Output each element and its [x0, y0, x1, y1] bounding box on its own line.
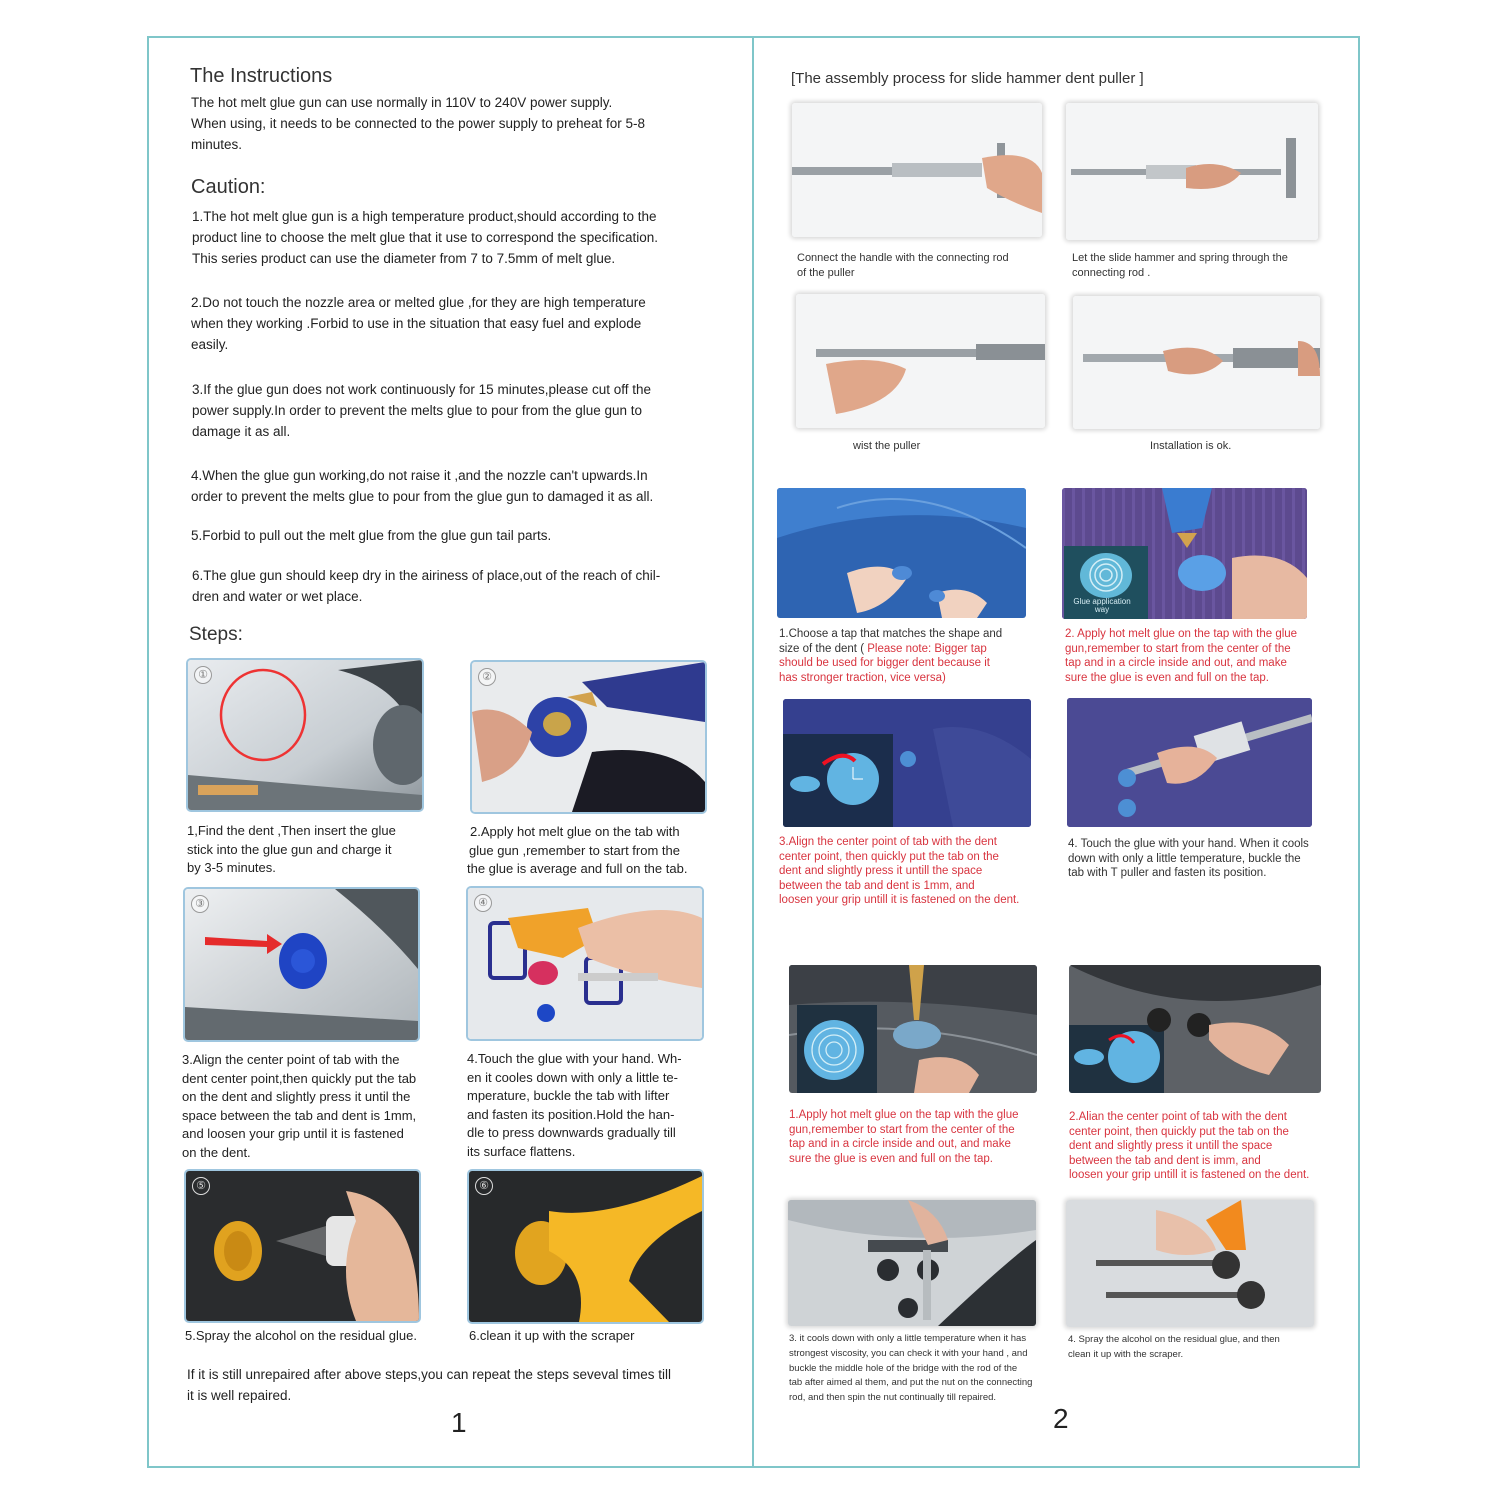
caption-line: down with only a little temperature, buckle the: [1068, 852, 1301, 865]
note-line: If it is still unrepaired after above steps,you can repeat the steps seveval times till: [187, 1367, 671, 1382]
caption-line: tab after aimed al them, and put the nut on the connecting: [789, 1377, 1033, 1389]
caption-line: on the dent.: [182, 1144, 251, 1160]
scraper-photo: [1066, 1200, 1314, 1327]
caution-line: dren and water or wet place.: [192, 589, 363, 604]
caption-line: stick into the glue gun and charge it: [187, 841, 392, 857]
spray-alcohol-caption: [1068, 1333, 1328, 1363]
assembly-caption-3: wist the puller: [853, 440, 921, 452]
align-tab-caption-2: [1069, 1110, 1354, 1183]
caution-line: 6.The glue gun should keep dry in the airiness of place,out of the reach of chil-: [192, 568, 661, 583]
caption-line: loosen your grip untill it is fastened on the dent.: [1069, 1169, 1310, 1181]
instructions-title: The Instructions: [190, 65, 333, 87]
caption-fragment: size of the dent (: [779, 642, 868, 655]
caption-line: 5.Spray the alcohol on the residual glue.: [185, 1328, 417, 1343]
instructions-line: The hot melt glue gun can use normally in 110V to 240V power supply.: [191, 95, 613, 110]
step-5-caption: [185, 1327, 465, 1346]
caption-line: 3.Align the center point of tab with the dent: [779, 836, 998, 848]
caption-line: 2.Apply hot melt glue on the tab with: [470, 824, 680, 839]
caption-line: buckle the middle hole of the bridge with the rod of the: [789, 1362, 1018, 1374]
caption-line: clean it up with the scraper.: [1068, 1348, 1184, 1360]
caption-fragment-red: Please note: Bigger tap: [867, 642, 987, 655]
caption-line-mixed: [779, 642, 1054, 657]
apply-glue-caption-2: [789, 1108, 1069, 1166]
glue-application-label: [1067, 598, 1137, 614]
caution-item: [191, 292, 736, 355]
caution-line: damage it as all.: [192, 424, 291, 439]
caption-line: rod, and then spin the nut continually till repaired.: [789, 1392, 997, 1404]
caption-line: 2.Alian the center point of tab with the dent: [1069, 1111, 1288, 1123]
step-2-caption: [467, 823, 717, 879]
caption-line: tab with T puller and fasten its position.: [1068, 867, 1267, 879]
step-number-badge: ①: [194, 666, 212, 684]
assembly-caption-4: Installation is ok.: [1150, 440, 1232, 452]
caption-line: 1.Choose a tap that matches the shape and: [779, 628, 1003, 640]
repeat-note: [187, 1364, 747, 1406]
caution-item: [192, 565, 737, 607]
caution-item: [191, 525, 736, 546]
caption-line: connecting rod .: [1072, 266, 1151, 279]
caption-line: gun,remember to start from the center of the: [1065, 642, 1291, 655]
align-tab-photo-2: [1069, 965, 1321, 1093]
page-number: 2: [1053, 1403, 1069, 1434]
assembly-caption-1: [797, 251, 1047, 280]
caption-line: of the puller: [797, 266, 855, 279]
apply-glue-photo-2: [789, 965, 1037, 1093]
caution-line: easily.: [191, 337, 229, 352]
step-4-caption: [467, 1050, 717, 1161]
page-divider: [752, 36, 754, 1468]
caution-item: [191, 465, 736, 507]
caption-line: the glue is average and full on the tab.: [467, 861, 688, 876]
glue-gun-photo: [1062, 488, 1307, 619]
label-line: Glue application: [1073, 597, 1131, 606]
caution-item: [192, 206, 737, 269]
step-4-photo: [468, 888, 702, 1039]
caption-line: en it cooles down with only a little te-: [467, 1069, 678, 1085]
caption-line: mperature, buckle the tab with lifter: [467, 1088, 670, 1103]
assembly-photo-3: [796, 294, 1045, 428]
step-6-caption: [469, 1327, 719, 1346]
step-number-badge: ⑤: [192, 1177, 210, 1195]
caption-line: Connect the handle with the connecting rod: [797, 252, 1009, 264]
caution-item: [192, 379, 737, 442]
assembly-title: [The assembly process for slide hammer dent puller ]: [791, 70, 1144, 87]
caption-line: should be used for bigger dent because it: [779, 657, 990, 669]
choose-tap-caption: [779, 627, 1054, 685]
caption-line: 4.Touch the glue with your hand. Wh-: [467, 1051, 682, 1066]
caption-line: and loosen your grip until it is fastened: [182, 1126, 404, 1141]
caption-line: glue gun ,remember to start from the: [469, 842, 680, 858]
step-3-caption: [182, 1051, 452, 1162]
caption-line: strongest viscosity, you can check it with your hand , and: [789, 1347, 1028, 1359]
caution-line: when they working .Forbid to use in the situation that easy fuel and explode: [191, 316, 642, 331]
caution-line: 3.If the glue gun does not work continuously for 15 minutes,please cut off the: [192, 382, 652, 397]
caption-line: dent and slightly press it untill the space: [779, 865, 983, 877]
caution-title: Caution:: [191, 176, 266, 198]
caption-line: between the tab and dent is 1mm, and: [779, 879, 975, 892]
page-number: 1: [451, 1407, 467, 1438]
choose-tap-photo: [777, 488, 1026, 618]
caution-line: order to prevent the melts glue to pour from the glue gun to damaged it as all.: [191, 489, 654, 504]
bridge-puller-caption: [789, 1332, 1059, 1406]
assembly-photo-4: [1073, 296, 1320, 429]
caption-line: 4. Spray the alcohol on the residual glue, and then: [1068, 1334, 1280, 1345]
caption-line: center point, then quickly put the tab on the: [1069, 1125, 1289, 1138]
step-number-badge: ②: [478, 668, 496, 686]
caption-line: dent center point,then quickly put the tab: [182, 1070, 417, 1086]
caption-line: Let the slide hammer and spring through the: [1072, 252, 1288, 264]
step-1-photo: [188, 660, 422, 810]
caption-line: loosen your grip untill it is fastened on the dent.: [779, 894, 1020, 906]
caption-line: 6.clean it up with the scraper: [469, 1328, 635, 1343]
caption-line: 2. Apply hot melt glue on the tap with the glue: [1065, 628, 1298, 640]
caution-line: 2.Do not touch the nozzle area or melted glue ,for they are high temperature: [191, 295, 646, 310]
caution-line: 1.The hot melt glue gun is a high temperature product,should according to the: [192, 209, 657, 224]
caption-line: and fasten its position.Hold the han-: [467, 1106, 675, 1122]
bridge-puller-photo: [788, 1200, 1036, 1326]
caption-line: tap and in a circle inside and out, and make: [789, 1138, 1011, 1150]
t-puller-photo: [1067, 698, 1312, 827]
assembly-photo-1: [792, 103, 1042, 237]
align-tab-photo: [783, 699, 1031, 827]
step-5-photo: [186, 1171, 419, 1321]
caption-line: between the tab and dent is imm, and: [1069, 1154, 1261, 1167]
caption-line: 3.Align the center point of tab with the: [182, 1052, 400, 1067]
steps-title: Steps:: [189, 624, 243, 645]
align-tab-caption: [779, 835, 1064, 908]
caption-line: space between the tab and dent is 1mm,: [182, 1107, 417, 1123]
caution-line: 4.When the glue gun working,do not raise it ,and the nozzle can't upwards.In: [191, 468, 648, 483]
caption-line: 1.Apply hot melt glue on the tap with the glue: [789, 1109, 1019, 1121]
caption-line: has stronger traction, vice versa): [779, 671, 946, 684]
assembly-photo-2: [1066, 103, 1318, 240]
note-line: it is well repaired.: [187, 1388, 292, 1403]
step-number-badge: ⑥: [475, 1177, 493, 1195]
step-2-photo: [472, 662, 705, 812]
caption-line: sure the glue is even and full on the tap.: [789, 1152, 993, 1165]
caption-line: 1,Find the dent ,Then insert the glue: [187, 823, 396, 838]
caption-line: dent and slightly press it untill the space: [1069, 1140, 1273, 1152]
assembly-caption-2: [1072, 251, 1322, 280]
step-number-badge: ④: [474, 894, 492, 912]
caption-line: center point, then quickly put the tab on the: [779, 850, 999, 863]
caption-line: tap and in a circle inside and out, and make: [1065, 657, 1287, 669]
caption-line: its surface flattens.: [467, 1143, 576, 1159]
caption-line: on the dent and slightly press it until the: [182, 1089, 411, 1104]
caption-line: sure the glue is even and full on the tap.: [1065, 671, 1269, 684]
caption-line: 4. Touch the glue with your hand. When it cools: [1068, 838, 1309, 850]
caption-line: dle to press downwards gradually till: [467, 1125, 676, 1140]
label-line: way: [1094, 605, 1110, 614]
caution-line: This series product can use the diameter from 7 to 7.5mm of melt glue.: [192, 251, 616, 266]
touch-glue-caption: [1068, 837, 1353, 881]
caution-line: product line to choose the melt glue that it use to correspond the specification.: [192, 230, 659, 245]
spiral-icon: [1080, 553, 1132, 598]
apply-glue-caption: [1065, 627, 1345, 685]
caution-line: power supply.In order to prevent the melts glue to pour from the glue gun to: [192, 403, 643, 418]
caution-line: 5.Forbid to pull out the melt glue from the glue gun tail parts.: [191, 528, 552, 543]
step-3-photo: [185, 889, 418, 1040]
caption-line: 3. it cools down with only a little temperature when it has: [789, 1333, 1027, 1344]
instructions-line: minutes.: [191, 137, 243, 152]
step-1-caption: [187, 822, 427, 878]
instructions-text: [191, 92, 645, 155]
step-6-photo: [469, 1171, 702, 1322]
instructions-line: When using, it needs to be connected to the power supply to preheat for 5-8: [191, 116, 646, 131]
caption-line: by 3-5 minutes.: [187, 860, 276, 875]
step-number-badge: ③: [191, 895, 209, 913]
caption-line: gun,remember to start from the center of the: [789, 1123, 1015, 1136]
